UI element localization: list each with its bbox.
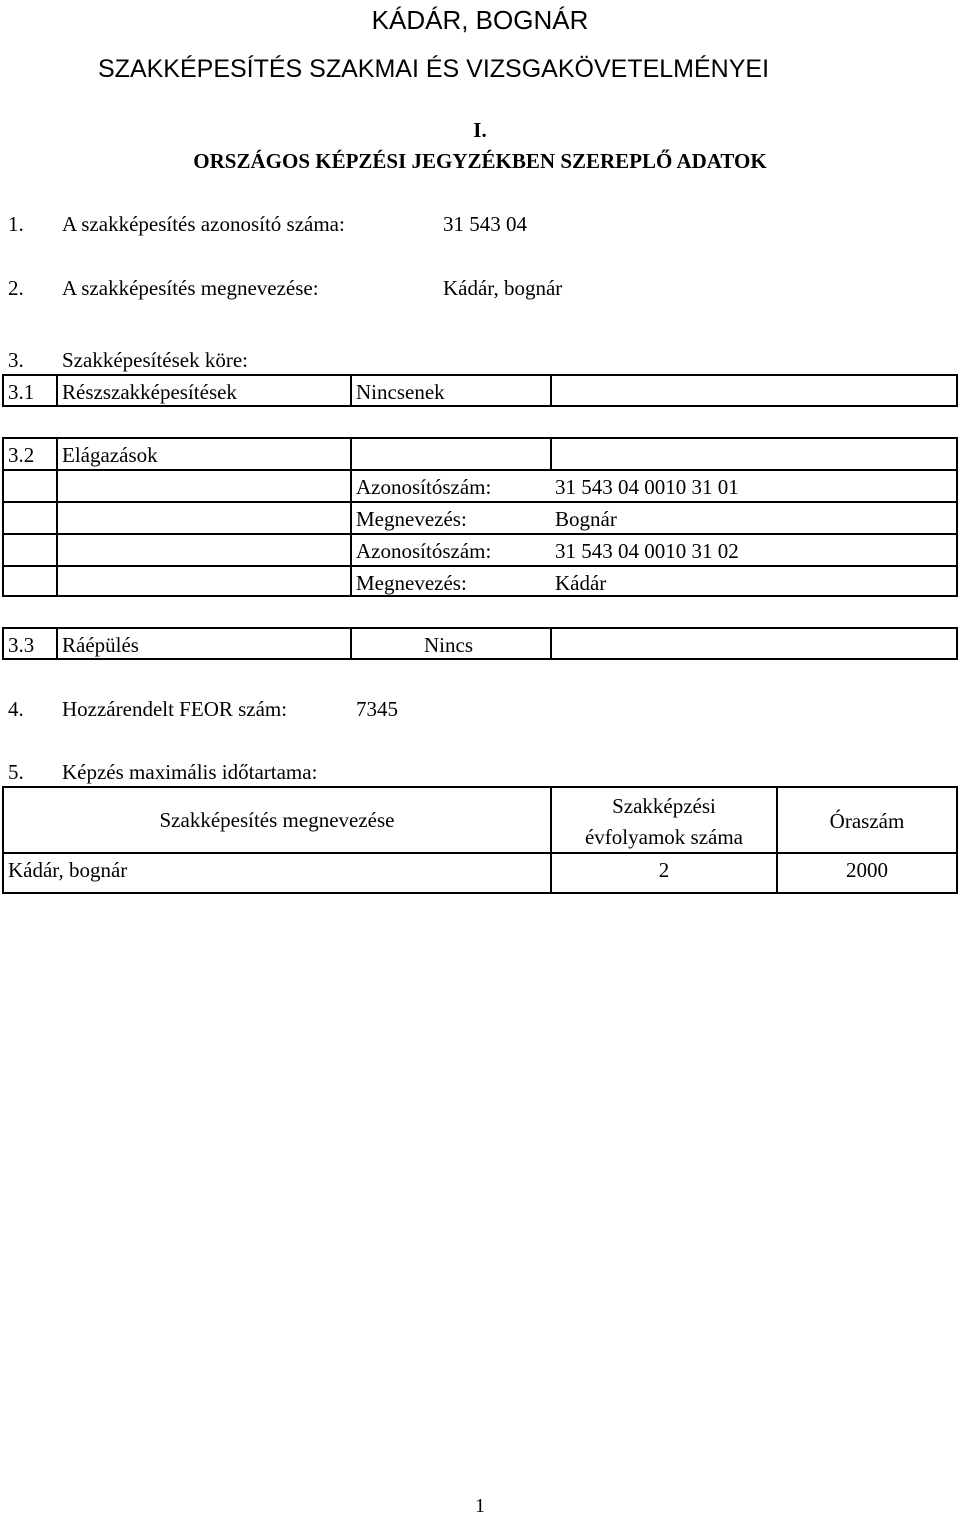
item-2-number: 2.	[8, 276, 24, 300]
section-number: I.	[473, 118, 487, 142]
divider	[550, 437, 552, 471]
duration-row-name: Kádár, bognár	[8, 858, 128, 882]
divider	[56, 627, 58, 660]
item-3-2-label: Elágazások	[62, 443, 158, 467]
section-title: ORSZÁGOS KÉPZÉSI JEGYZÉKBEN SZEREPLŐ ADATOK	[193, 149, 767, 173]
divider	[350, 437, 352, 597]
item-4-number: 4.	[8, 697, 24, 721]
item-3-3-label: Ráépülés	[62, 633, 139, 657]
item-3-2-number: 3.2	[8, 443, 35, 467]
item-5-label: Képzés maximális időtartama:	[62, 760, 318, 784]
table-3-3	[2, 627, 958, 660]
item-2-value: Kádár, bognár	[443, 276, 563, 300]
divider	[56, 437, 58, 597]
document-title: KÁDÁR, BOGNÁR	[371, 5, 589, 35]
item-1-label: A szakképesítés azonosító száma:	[62, 212, 345, 236]
item-1-number: 1.	[8, 212, 24, 236]
duration-header-years-line1: Szakképzési	[612, 794, 716, 818]
duration-row-hours: 2000	[846, 858, 888, 882]
item-1-value: 31 543 04	[443, 212, 527, 236]
divider	[56, 374, 58, 407]
duration-header-years-line2: évfolyamok száma	[584, 825, 744, 849]
item-4-value: 7345	[356, 697, 398, 721]
duration-header-hours: Óraszám	[829, 809, 905, 833]
divider	[550, 627, 552, 660]
page-number: 1	[475, 1495, 485, 1517]
item-3-3-number: 3.3	[8, 633, 35, 657]
divider	[350, 374, 352, 407]
item-4-label: Hozzárendelt FEOR szám:	[62, 697, 288, 721]
item-3-3-value: Nincs	[424, 633, 473, 657]
branch-key: Megnevezés:	[356, 507, 467, 531]
duration-header-name: Szakképesítés megnevezése	[159, 808, 395, 832]
divider	[2, 469, 958, 471]
divider	[2, 533, 958, 535]
branch-value: Kádár	[555, 571, 607, 595]
document-subtitle: SZAKKÉPESÍTÉS SZAKMAI ÉS VIZSGAKÖVETELMÉNYEI	[98, 55, 770, 83]
item-5-number: 5.	[8, 760, 24, 784]
item-3-number: 3.	[8, 348, 24, 372]
divider	[2, 565, 958, 567]
divider	[550, 374, 552, 407]
branch-value: Bognár	[555, 507, 617, 531]
item-2-label: A szakképesítés megnevezése:	[62, 276, 319, 300]
branch-key: Azonosítószám:	[356, 475, 492, 499]
branch-key: Megnevezés:	[356, 571, 467, 595]
branch-value: 31 543 04 0010 31 02	[555, 539, 739, 563]
branch-value: 31 543 04 0010 31 01	[555, 475, 739, 499]
item-3-1-label: Részszakképesítések	[62, 380, 237, 404]
branch-key: Azonosítószám:	[356, 539, 492, 563]
divider	[2, 501, 958, 503]
duration-row-years: 2	[658, 858, 670, 882]
item-3-label: Szakképesítések köre:	[62, 348, 249, 372]
divider	[2, 852, 958, 854]
divider	[350, 627, 352, 660]
item-3-1-number: 3.1	[8, 380, 35, 404]
item-3-1-value: Nincsenek	[356, 380, 445, 404]
